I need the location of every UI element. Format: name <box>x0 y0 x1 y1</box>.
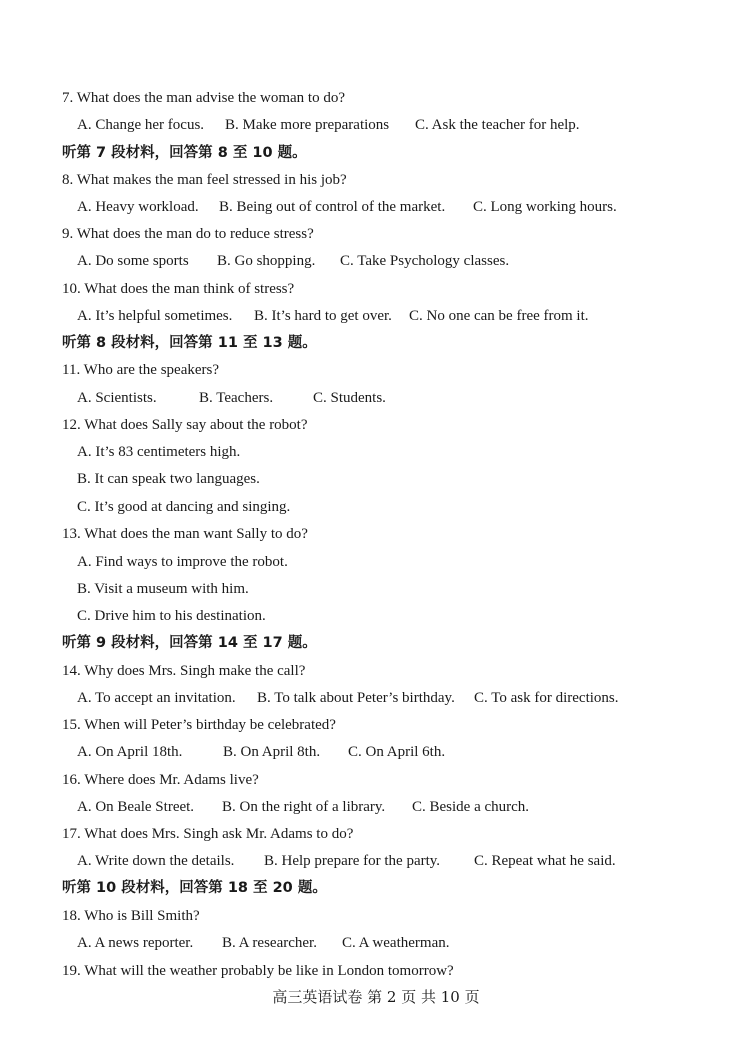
answer-option: B. A researcher. <box>222 935 317 951</box>
answer-option: A. On Beale Street. <box>77 799 195 815</box>
answer-option: B. Teachers. <box>199 390 274 406</box>
question-text: 17. What does Mrs. Singh ask Mr. Adams to do? <box>62 826 354 842</box>
answer-option: A. Do some sports <box>77 253 189 269</box>
question-text: 19. What will the weather probably be like in London tomorrow? <box>62 963 454 979</box>
answer-option: A. It’s helpful sometimes. <box>77 308 233 324</box>
answer-option: B. On the right of a library. <box>222 799 386 815</box>
section-heading: 听第 7 段材料，回答第 8 至 10 题。 <box>62 145 307 161</box>
answer-option: B. On April 8th. <box>223 744 321 760</box>
answer-option: C. Beside a church. <box>412 799 530 815</box>
question-text: 13. What does the man want Sally to do? <box>62 526 308 542</box>
page-footer: 高三英语试卷 第 2 页 共 10 页 <box>272 988 480 1006</box>
answer-option: A. To accept an invitation. <box>77 690 236 706</box>
answer-option: C. No one can be free from it. <box>409 308 589 324</box>
answer-option: A. Write down the details. <box>77 853 235 869</box>
answer-option: C. A weatherman. <box>342 935 450 951</box>
question-text: 18. Who is Bill Smith? <box>62 908 200 924</box>
answer-option: C. Long working hours. <box>473 199 617 215</box>
answer-option: B. Go shopping. <box>217 253 316 269</box>
answer-option: A. Find ways to improve the robot. <box>77 554 288 570</box>
answer-option: B. It can speak two languages. <box>77 471 260 487</box>
question-text: 7. What does the man advise the woman to do? <box>62 90 345 106</box>
answer-option: C. Ask the teacher for help. <box>415 117 580 133</box>
answer-option: B. Visit a museum with him. <box>77 581 249 597</box>
answer-option: C. Repeat what he said. <box>474 853 616 869</box>
question-text: 15. When will Peter’s birthday be celebrated? <box>62 717 336 733</box>
answer-option: A. It’s 83 centimeters high. <box>77 444 241 460</box>
answer-option: B. It’s hard to get over. <box>254 308 392 324</box>
section-heading: 听第 8 段材料，回答第 11 至 13 题。 <box>62 335 317 351</box>
question-text: 12. What does Sally say about the robot? <box>62 417 308 433</box>
question-text: 14. Why does Mrs. Singh make the call? <box>62 663 306 679</box>
answer-option: A. A news reporter. <box>77 935 194 951</box>
answer-option: C. It’s good at dancing and singing. <box>77 499 291 515</box>
answer-option: C. Take Psychology classes. <box>340 253 510 269</box>
answer-option: C. To ask for directions. <box>474 690 619 706</box>
answer-option: A. Scientists. <box>77 390 157 406</box>
question-text: 9. What does the man do to reduce stress? <box>62 226 314 242</box>
answer-option: B. To talk about Peter’s birthday. <box>257 690 455 706</box>
section-heading: 听第 10 段材料，回答第 18 至 20 题。 <box>62 880 327 896</box>
question-text: 8. What makes the man feel stressed in his job? <box>62 172 347 188</box>
answer-option: B. Being out of control of the market. <box>219 199 446 215</box>
answer-option: C. Drive him to his destination. <box>77 608 266 624</box>
question-text: 10. What does the man think of stress? <box>62 281 295 297</box>
answer-option: B. Make more preparations <box>225 117 390 133</box>
answer-option: B. Help prepare for the party. <box>264 853 441 869</box>
answer-option: C. Students. <box>313 390 386 406</box>
question-text: 11. Who are the speakers? <box>62 362 220 378</box>
question-text: 16. Where does Mr. Adams live? <box>62 772 259 788</box>
answer-option: A. Change her focus. <box>77 117 205 133</box>
section-heading: 听第 9 段材料，回答第 14 至 17 题。 <box>62 635 317 651</box>
answer-option: A. Heavy workload. <box>77 199 199 215</box>
answer-option: C. On April 6th. <box>348 744 446 760</box>
answer-option: A. On April 18th. <box>77 744 183 760</box>
